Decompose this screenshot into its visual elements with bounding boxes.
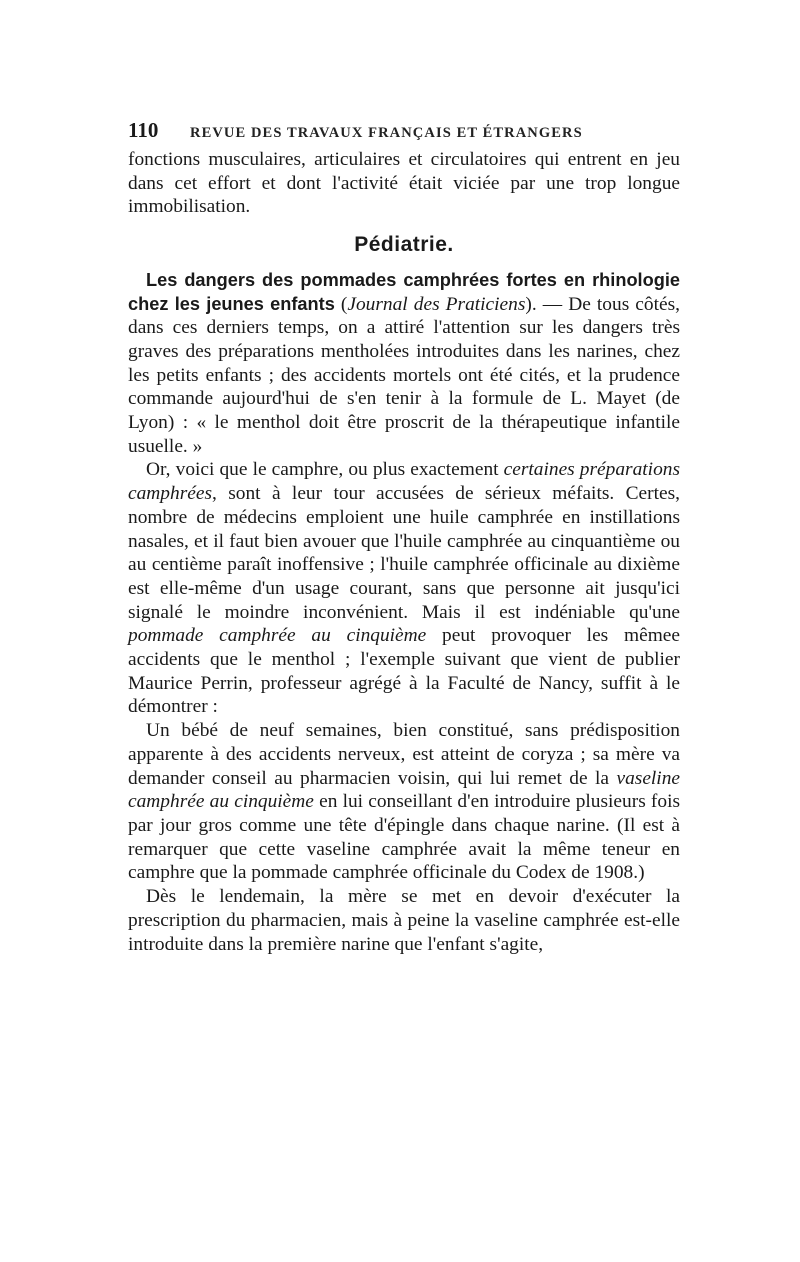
article-source: Journal des Praticiens xyxy=(347,293,526,315)
paragraph-2-italic-b: pommade camphrée au cinquième xyxy=(128,625,427,647)
paragraph-3-text-b: en lui conseillant d'en introduire plusieurs fois par jour gros comme une tête d'épingle dans chaque narine. (Il est à remarquer que cette vaseline camphrée avait la même teneur en camphre que la pommade camphrée officinale du Codex de 1908.) xyxy=(128,791,681,884)
paragraph-3-text-a: Un bébé de neuf semaines, bien constitué, sans prédisposition apparente à des accidents nerveux, est atteint de coryza ; sa mère va demander conseil au pharmacien voisin, qui lui remet de la xyxy=(128,720,680,789)
page xyxy=(128,118,680,956)
article-paragraph-2 xyxy=(128,458,680,719)
paragraph-2-text-a: Or, voici que le camphre, ou plus exactement xyxy=(146,459,504,481)
paragraph-1-text: . — De tous côtés, dans ces derniers temps, on a attiré l'attention sur les dangers très graves des préparations mentholées introduites dans les narines, chez les petits enfants ; des accidents mortels ont été cités, et la prudence commande aujourd'hui de s'en tenir à la formule de L. Mayet (de Lyon) : « le menthol doit être proscrit de la thérapeutique infantile usuelle. » xyxy=(128,293,680,457)
article-paragraph-4: Dès le lendemain, la mère se met en devoir d'exécuter la prescription du pharmacien, mais à peine la vaseline camphrée est-elle introduite dans la première narine que l'enfant s'agite, xyxy=(128,886,680,955)
paragraph-3-italic: vaseline camphrée au cinquième xyxy=(128,767,680,813)
journal-title: REVUE DES TRAVAUX FRANÇAIS ET ÉTRANGERS xyxy=(190,125,583,141)
paragraph-2-text-c: peut provoquer les mêmee accidents que le menthol ; l'exemple suivant que vient de publier Maurice Perrin, professeur agrégé à la Faculté de Nancy, suffit à le démontrer : xyxy=(128,625,680,718)
paragraph-2-italic-a: certaines préparations camphrées xyxy=(128,459,681,505)
paragraph-2-text-b: , sont à leur tour accusées de sérieux méfaits. Certes, nombre de médecins emploient une huile camphrée en instillations nasales, et il faut bien avouer que l'huile camphrée au cinquantième ou au centième paraît inoffensive ; l'huile camphrée officinale au dixième est elle-même d'un usage courant, sans que personne ait jusqu'ici signalé le moindre inconvénient. Mais il est indéniable qu'une xyxy=(128,483,680,623)
page-number: 110 xyxy=(128,118,159,142)
page-body xyxy=(128,148,680,956)
running-header xyxy=(128,118,680,148)
article-paragraph-3 xyxy=(128,719,680,885)
opening-paragraph: fonctions musculaires, articulaires et circulatoires qui entrent en jeu dans cet effort et dont l'activité était viciée par une trop longue immobilisation. xyxy=(128,149,680,218)
article-paragraph-1: Les dangers des pommades camphrées fortes en rhinologie chez les jeunes enfants (Journal des Praticiens). — De tous côtés, dans ces derniers temps, on a attiré l'attention sur les dangers très graves des préparations mentholées introduites dans les narines, chez les petits enfants ; des accidents mortels ont été cités, et la prudence commande aujourd'hui de s'en tenir à la formule de L. Mayet (de Lyon) : « le menthol doit être proscrit de la thérapeutique infantile usuelle. » xyxy=(128,269,680,457)
section-heading: Pédiatrie. xyxy=(354,233,454,257)
article-title: Les dangers des pommades camphrées fortes en rhinologie chez les jeunes enfants xyxy=(128,269,680,314)
